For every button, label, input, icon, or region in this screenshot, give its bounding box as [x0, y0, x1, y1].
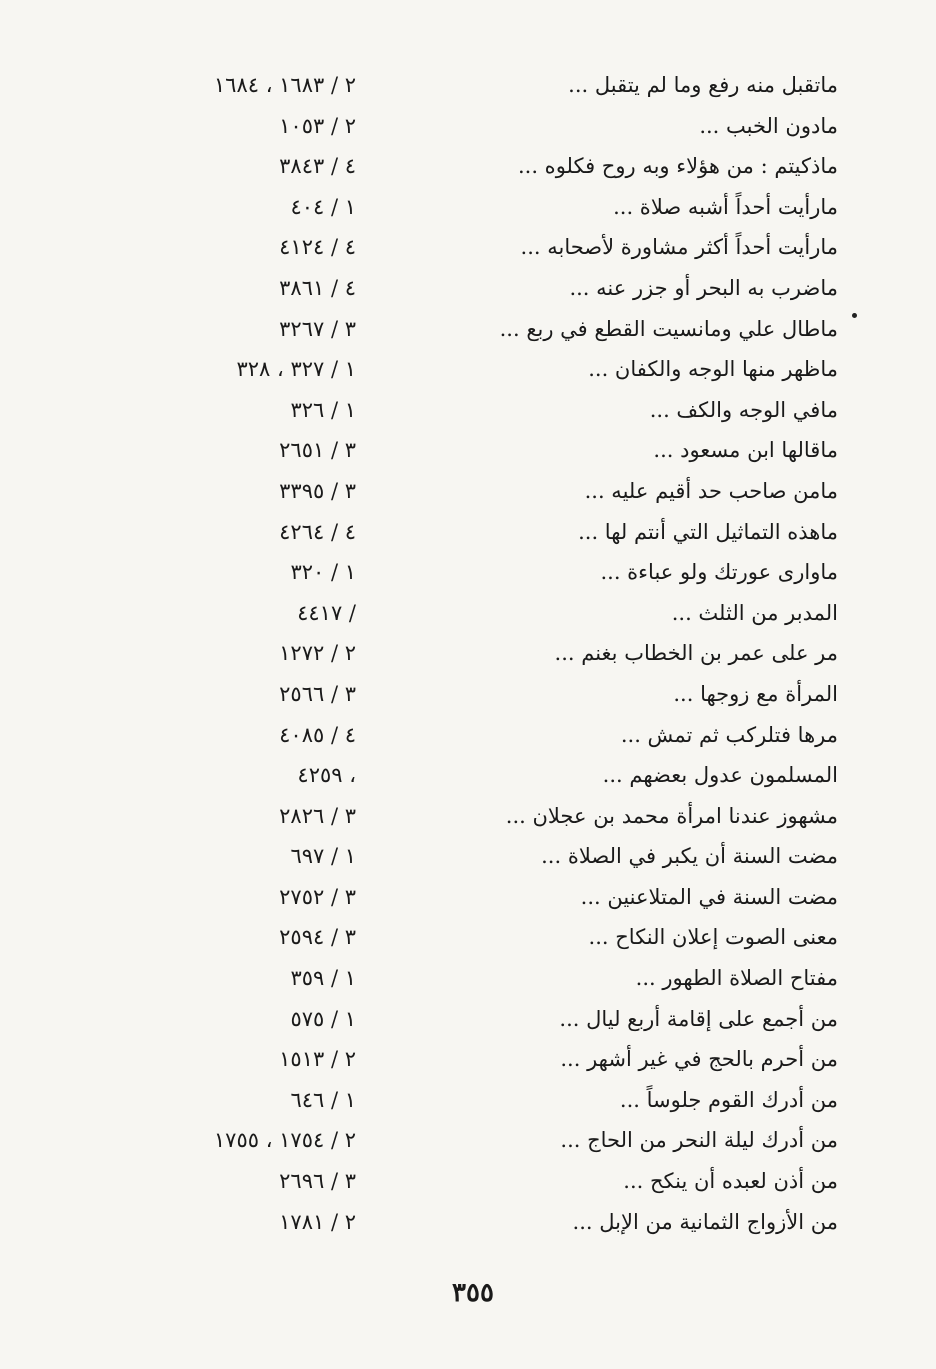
entry-text: مرها فتلركب ثم تمش ...	[620, 722, 838, 747]
entry-text: من أحرم بالحج في غير أشهر ...	[560, 1047, 838, 1072]
entry-reference: ٣ / ٢٥٩٤	[279, 925, 356, 950]
entry-reference: ١ / ٣٢٦	[290, 397, 356, 422]
entry-text: مامن صاحب حد أقيم عليه ...	[584, 478, 838, 503]
entry-text: المرأة مع زوجها ...	[673, 681, 838, 706]
index-entry	[0, 714, 936, 755]
entry-reference: ٤ / ٤٠٨٥	[279, 722, 356, 747]
entry-reference: ١ / ٣٢٧ ، ٣٢٨	[236, 357, 356, 382]
entry-reference: ٣ / ٢٦٩٦	[279, 1169, 356, 1194]
entry-text: معنى الصوت إعلان النكاح ...	[588, 925, 838, 950]
entry-reference: ٢ / ١٥١٣	[279, 1047, 356, 1072]
entry-reference: ٢ / ١٧٥٤ ، ١٧٥٥	[213, 1128, 356, 1153]
index-entry	[0, 1038, 936, 1079]
entry-text: مافي الوجه والكف ...	[649, 397, 838, 422]
entry-reference: ٢ / ١٦٨٣ ، ١٦٨٤	[213, 73, 356, 97]
print-speck	[852, 313, 857, 318]
entry-reference: ١ / ٣٢٠	[290, 560, 356, 585]
entry-text: مارأيت أحداً أكثر مشاورة لأصحابه ...	[520, 235, 838, 260]
entry-text: المسلمون عدول بعضهم ...	[602, 763, 838, 788]
entry-text: ماذكيتم : من هؤلاء وبه روح فكلوه ...	[517, 154, 838, 179]
index-entry	[0, 673, 936, 714]
index-entry	[0, 916, 936, 957]
entry-reference: ٤ / ٣٨٤٣	[279, 154, 356, 179]
entry-text: ماقالها ابن مسعود ...	[653, 438, 838, 463]
entry-reference: ١ / ٤٠٤	[290, 194, 356, 219]
entry-text: من أجمع على إقامة أربع ليال ...	[559, 1006, 838, 1031]
index-entry	[0, 957, 936, 998]
index-entry	[0, 429, 936, 470]
entry-reference: ١ / ٦٤٦	[290, 1087, 356, 1112]
entry-reference: ٢ / ١٠٥٣	[279, 113, 356, 138]
entry-reference: ٤ / ٤١٢٤	[279, 235, 356, 260]
entry-text: مارأيت أحداً أشبه صلاة ...	[613, 194, 838, 219]
index-entry	[0, 551, 936, 592]
entry-text: من أدرك القوم جلوساً ...	[619, 1087, 838, 1112]
index-entry	[0, 754, 936, 795]
entry-text: ماوارى عورتك ولو عباءة ...	[600, 560, 838, 585]
index-entry	[0, 511, 936, 552]
entry-text: من أدرك ليلة النحر من الحاج ...	[560, 1128, 838, 1153]
index-entry	[0, 267, 936, 308]
entry-reference: ٤ / ٣٨٦١	[279, 275, 356, 300]
entry-text: من أذن لعبده أن ينكح ...	[623, 1169, 838, 1194]
index-entry	[0, 389, 936, 430]
index-entry	[0, 105, 936, 146]
index-entry	[0, 470, 936, 511]
entry-reference: ٢ / ١٢٧٢	[279, 641, 356, 666]
index-entry	[0, 592, 936, 633]
entry-text: مضت السنة أن يكبر في الصلاة ...	[541, 844, 838, 869]
entry-text: ماهذه التماثيل التي أنتم لها ...	[578, 519, 838, 544]
entry-reference: ٣ / ٣٢٦٧	[279, 316, 356, 341]
entry-text: مضت السنة في المتلاعنين ...	[580, 884, 838, 909]
entry-text: مادون الخبب ...	[699, 113, 838, 138]
index-entry	[0, 998, 936, 1039]
entry-reference: ١ / ٦٩٧	[290, 844, 356, 869]
entry-text: مشهوز عندنا امرأة محمد بن عجلان ...	[505, 803, 838, 828]
index-entry	[0, 1160, 936, 1201]
entry-reference: ٤ / ٤٢٦٤	[279, 519, 356, 544]
index-entry	[0, 1201, 936, 1242]
index-entry	[0, 1079, 936, 1120]
index-entry	[0, 632, 936, 673]
index-entry	[0, 226, 936, 267]
index-entry	[0, 835, 936, 876]
page-number: ٣٥٥	[452, 1278, 494, 1308]
entry-text: ماطال علي ومانسيت القطع في ربع ...	[499, 316, 838, 341]
index-entry	[0, 308, 936, 349]
entry-text: ماضرب به البحر أو جزر عنه ...	[569, 275, 838, 300]
entry-text: المدبر من الثلث ...	[671, 600, 838, 625]
entry-reference: ٣ / ٣٣٩٥	[279, 478, 356, 503]
index-entry	[0, 1119, 936, 1160]
entry-text: مفتاح الصلاة الطهور ...	[635, 966, 838, 991]
entry-reference: ١ / ٣٥٩	[290, 966, 356, 991]
entry-reference: ٢ / ١٧٨١	[279, 1209, 356, 1234]
index-entry	[0, 795, 936, 836]
entry-reference: ٣ / ٢٧٥٢	[279, 884, 356, 909]
index-entry	[0, 348, 936, 389]
entry-text: ماتقبل منه رفع وما لم يتقبل ...	[568, 73, 838, 97]
entry-reference: ١ / ٥٧٥	[290, 1006, 356, 1031]
hadith-index-list	[0, 64, 936, 1241]
index-entry	[0, 186, 936, 227]
entry-text: مر على عمر بن الخطاب بغنم ...	[554, 641, 838, 666]
entry-reference: ٣ / ٢٥٦٦	[279, 681, 356, 706]
index-entry	[0, 64, 936, 105]
index-entry	[0, 145, 936, 186]
entry-text: من الأزواج الثمانية من الإبل ...	[572, 1209, 838, 1234]
entry-reference: ٣ / ٢٨٢٦	[279, 803, 356, 828]
entry-reference: ٣ / ٢٦٥١	[279, 438, 356, 463]
entry-reference: / ٤٤١٧	[297, 600, 356, 625]
entry-reference: ، ٤٢٥٩	[297, 763, 356, 788]
entry-text: ماظهر منها الوجه والكفان ...	[588, 357, 838, 382]
index-entry	[0, 876, 936, 917]
